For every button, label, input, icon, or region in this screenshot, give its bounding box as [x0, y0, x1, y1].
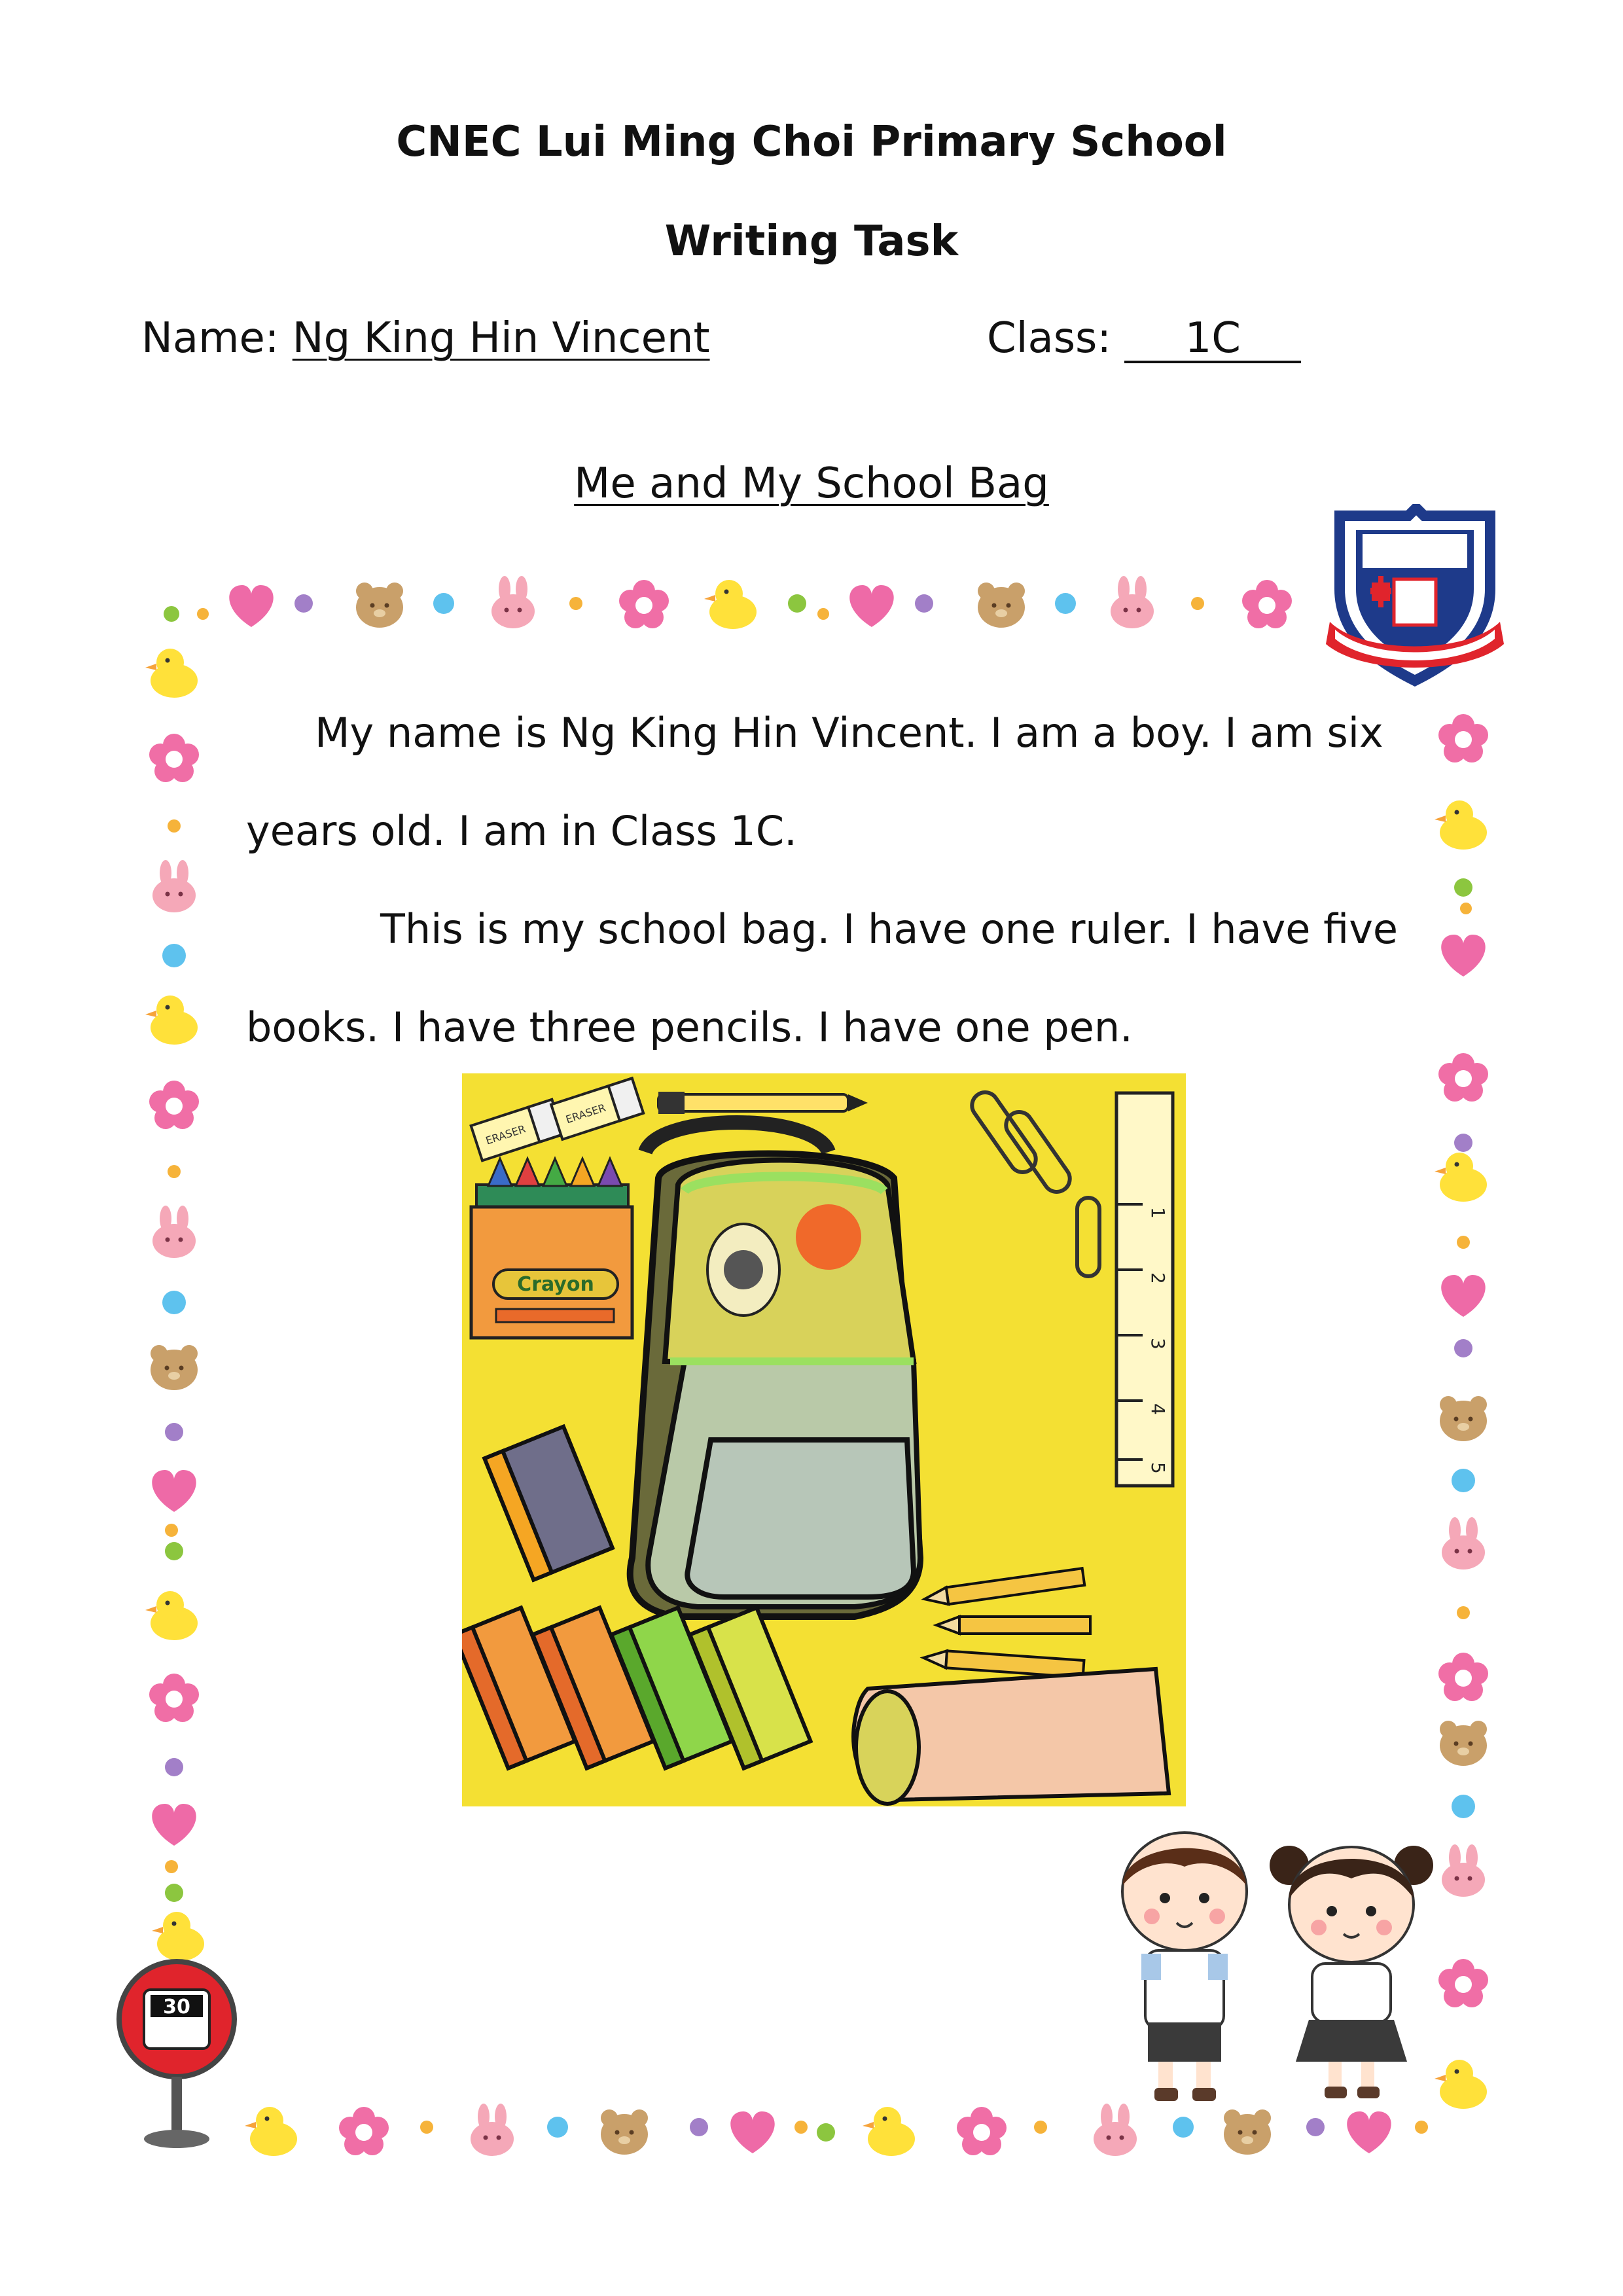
border-top-row	[164, 576, 1292, 629]
bus-stop-number: 30	[163, 1996, 190, 2018]
paragraph-text: My name is Ng King Hin Vincent. I am a boy. I am six years old. I am in Class 1C.	[246, 709, 1383, 855]
eraser-label: ERASER	[484, 1122, 527, 1147]
bus-stop-sign	[111, 1957, 249, 2153]
paragraph-text: This is my school bag. I have one ruler. I have five books. I have three pencils. I have one pen.	[246, 905, 1399, 1051]
school-logo	[1323, 504, 1507, 694]
name-label: Name:	[141, 314, 279, 363]
eraser-label: ERASER	[564, 1101, 607, 1126]
pen	[658, 1092, 868, 1114]
crayon-box-label: Crayon	[517, 1273, 594, 1296]
class-value: 1C	[1124, 317, 1301, 363]
crayon-box	[471, 1158, 632, 1338]
essay-title-text: Me and My School Bag	[574, 459, 1049, 508]
border-bottom-row	[245, 2104, 1428, 2156]
border-left-column	[145, 649, 204, 1961]
boy-figure	[1122, 1833, 1247, 2101]
border-right-column	[1435, 714, 1488, 2109]
ruler-number: 3	[1147, 1338, 1169, 1350]
ruler-number: 5	[1147, 1462, 1169, 1474]
cartoon-kids-illustration	[1099, 1826, 1440, 2108]
ruler-number: 2	[1147, 1272, 1169, 1284]
ruler	[1116, 1093, 1173, 1486]
pencil-case	[853, 1669, 1169, 1804]
name-value: Ng King Hin Vincent	[292, 314, 710, 363]
ruler-number: 4	[1147, 1403, 1169, 1415]
ruler-number: 1	[1147, 1207, 1169, 1219]
class-label: Class:	[987, 314, 1111, 363]
task-title: Writing Task	[664, 217, 959, 266]
school-title: CNEC Lui Ming Choi Primary School	[396, 118, 1227, 166]
school-bag-drawing	[462, 1073, 1186, 1806]
girl-figure	[1270, 1846, 1433, 2098]
backpack	[630, 1122, 920, 1617]
